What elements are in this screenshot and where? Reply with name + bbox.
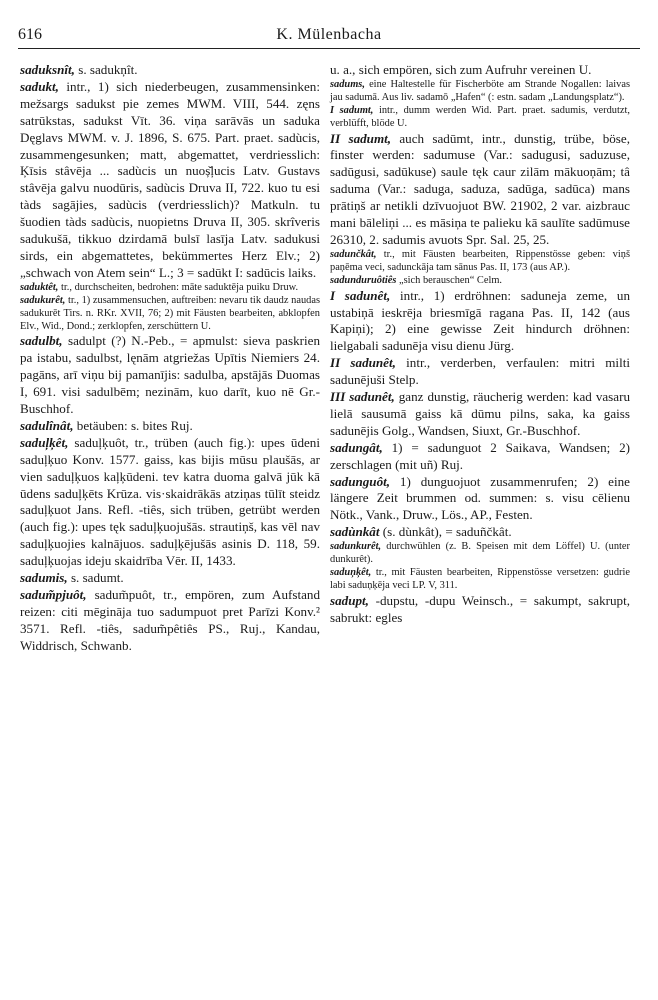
entry-headword: sadums, bbox=[330, 78, 365, 90]
entry-text: -dupstu, -dupu Weinsch., = sakumpt, sakrupt, sabrukt: egles bbox=[330, 592, 630, 625]
entry-text: „sich berauschen“ Celm. bbox=[396, 274, 503, 286]
entry-headword: II sadunêt, bbox=[330, 355, 396, 371]
dictionary-entry bbox=[330, 131, 630, 249]
dictionary-entry bbox=[20, 282, 320, 295]
entry-headword: II sadumt, bbox=[330, 130, 392, 146]
dictionary-entry bbox=[20, 79, 320, 282]
dictionary-entry bbox=[20, 62, 320, 79]
entry-headword: sadunčkât, bbox=[330, 248, 377, 260]
entry-text: eine Haltestelle für Fischerböte am Strande Nogallen: laivas jau sadumā. Aus liv. sadamō „Hafen“ (: estn. sadam „Landungsplatz“). bbox=[330, 78, 630, 103]
entry-headword: sadulbt, bbox=[20, 333, 63, 349]
entry-text: s. sadumt. bbox=[67, 570, 124, 586]
dictionary-entry bbox=[330, 440, 630, 474]
entry-text: tr., mit Fäusten bearbeiten, Rippenstösse geben: viņš paņēma veci, sadunckāja tam sānus Pas. II, 173 (aus AP.). bbox=[330, 248, 630, 273]
dictionary-entry bbox=[20, 333, 320, 418]
running-title: K. Mülenbacha bbox=[276, 26, 382, 43]
entry-headword: sadum̃pjuôt, bbox=[20, 587, 87, 602]
entry-headword: I sadunêt, bbox=[330, 287, 391, 303]
dictionary-entry bbox=[330, 541, 630, 567]
page-header bbox=[18, 26, 640, 46]
entry-text: s. sadukņît. bbox=[74, 62, 138, 77]
entry-headword: sadunkurêt, bbox=[330, 541, 382, 553]
left-column bbox=[20, 62, 320, 655]
dictionary-entry bbox=[330, 249, 630, 275]
page-number: 616 bbox=[18, 26, 42, 43]
entry-headword: III sadunêt, bbox=[330, 389, 395, 405]
dictionary-entry bbox=[20, 587, 320, 655]
entry-text: 1) dunguojuot zusammenrufen; 2) eine längere Zeit brummen od. summen: s. visu cēlienu Nötk., Vank., Druw., Lös., AP., Festen. bbox=[330, 473, 630, 523]
dictionary-entry bbox=[330, 474, 630, 525]
dictionary-entry bbox=[330, 275, 630, 288]
entry-headword: sadunguôt, bbox=[330, 473, 391, 489]
entry-text: ganz dunstig, räucherig werden: kad vasaru lielā sausumā gaiss kā dūmu pilns, saka, ka gaiss sadunējis Golg., Wandsen, Siuxt, Gr.-Buschhof. bbox=[330, 389, 630, 438]
entry-headword: sadulînât, bbox=[20, 417, 74, 433]
dictionary-entry bbox=[20, 570, 320, 587]
header-rule bbox=[18, 48, 640, 49]
dictionary-entry bbox=[330, 62, 630, 79]
entry-text: tr., 1) zusammensuchen, auftreiben: nevaru tik daudz naudas sadukurēt Tirs. n. RKr. XVII, 76; 2) mit Fäusten bearbeiten, abklopfen Elv., Wid., Dond.; zerklopfen, zerschüttern U. bbox=[20, 294, 320, 332]
entry-headword: saduksnît, bbox=[20, 62, 75, 77]
entry-text: intr., dumm werden Wid. Part. praet. sadumis, verdutzt, verblüfft, blöde U. bbox=[330, 104, 630, 129]
entry-text: saduļķuôt, tr., trüben (auch fig.): upes ūdeni saduļķuo Konv. 1577. gaiss, kas bijis mūsu plaušās, ar vien saduļķuos kaļķūdeni. tev katra duoma galvā jūk kā ūdens saduļķēts Krūza. vis·skaidrākās atziņas tūlīt steidz saduļķuot Jans. Refl. -tiês, sich trüben, getrübt werden (auch fig.): upes tęk saduļķuojušās. strautiņš, kas vēl nav saduļķuojies kalnājuos. saduļķējušās asinis D. 118, 59. saduļķuojas ideju skaidrība Vēr. II, 1433. bbox=[20, 434, 320, 569]
dictionary-entry bbox=[330, 593, 630, 627]
dictionary-entry bbox=[330, 288, 630, 356]
entry-text: sadulpt (?) N.-Peb., = apmulst: sieva paskrien pa istabu, sadulbst, lęnām atgriežas Upītis Niemiers 24. pagāns, arī viņu bij pamanījis: sadulba, apstājās Duomas I, 691. visi sadulbēm; nezinām, kuo darīt, kuo nē Gr.-Buschhof. bbox=[20, 333, 320, 417]
dictionary-entry bbox=[330, 79, 630, 105]
entry-headword: sadùnkât bbox=[330, 524, 380, 540]
entry-headword: saduņķêt, bbox=[330, 567, 372, 578]
entry-text: betäuben: s. bites Ruj. bbox=[73, 417, 193, 433]
entry-text: 1) = sadunguot 2 Saikava, Wandsen; 2) zerschlagen (mit uñ) Ruj. bbox=[330, 439, 630, 472]
entry-text: tr., mit Fäusten bearbeiten, Rippenstösse versetzen: gudrie labi saduņķēja veci LP. V, 311. bbox=[330, 567, 630, 591]
entry-text: intr., verderben, verfaulen: mitri milti sadunējuši Stelp. bbox=[330, 355, 630, 388]
dictionary-entry bbox=[330, 567, 630, 593]
entry-headword: sadukt, bbox=[20, 78, 59, 94]
right-column bbox=[330, 62, 630, 627]
entry-headword: sadunduruôtiês bbox=[330, 274, 397, 286]
entry-text: auch sadūmt, intr., dunstig, trübe, böse, finster werden: sadumuse (Var.: sadugusi, saduzuse, sadūgusi, sadūkuse) saule tęk caur zilām mākuoņām; tâ saduma (Var.: saduga, saduza, sadūga, sadūca) mans prātiņš ar netikli dzīvuojuot BW. 21902, 2 var. aizbrauc mani bāleliņi ... es māsiņa te palieku kā saulīte sadūmuse 26310, 2. sadumis avuots Spr. Sal. 25, 25. bbox=[330, 130, 630, 247]
dictionary-entry bbox=[330, 105, 630, 131]
entry-text: sadum̃puôt, tr., empören, zum Aufstand reizen: citi mēgināja tuo sadumpuot pret Parīzi Konv.² 3571. Refl. -tiês, sadum̃pêtiês PS., Ruj., Kandau, Widdrisch, Schwanb. bbox=[20, 587, 320, 653]
entry-headword: I sadumt, bbox=[330, 104, 374, 116]
entry-headword: sadukurêt, bbox=[20, 294, 66, 306]
entry-text: (s. dùnkât), = saduñčkât. bbox=[379, 524, 512, 540]
entry-text: u. a., sich empören, sich zum Aufruhr vereinen U. bbox=[330, 62, 592, 77]
entry-headword: sadupt, bbox=[330, 592, 369, 608]
dictionary-entry bbox=[20, 295, 320, 334]
dictionary-entry bbox=[20, 418, 320, 435]
entry-headword: saduļķêt, bbox=[20, 434, 69, 450]
entry-text: intr., 1) erdröhnen: saduneja zeme, un ustabiņā ieskrēja briesmīgā ragana Pas. II, 142 (aus Kapiņi); 2) eine gewisse Zeit hindurch dröhnen: lielgabali sadunēja visu dienu Jürg. bbox=[330, 287, 630, 354]
entry-text: tr., durchscheiten, bedrohen: māte saduktēja puiku Druw. bbox=[58, 281, 299, 293]
dictionary-entry bbox=[20, 435, 320, 570]
entry-text: durchwühlen (z. B. Speisen mit dem Löffel) U. (unter dunkurêt). bbox=[330, 541, 630, 566]
entry-text: intr., 1) sich niederbeugen, zusammensinken: mežsargs sadukst pie zemes MWM. VIII, 544. zęns satrūkstas, sadukst Vīt. 36. viņa sarāvās un saduka Dęglavs MWM. v. J. 1896, S. 675. Part. praet. sadùcis, zusammengesunken; matt, abgemattet, verdriesslich: Ķīsis stâvēja ... sadùcis un nuoș̌ļucis Latv. Gustavs stâvēja galvu nuodūris, sadùcis Druva II, 722. kuo tu esi tàds sagājies, sadùcis (verdriesslich)? Matkuln. tu šuodien tàds sadùcis, nuopietns Druva II, 305. skrîveris sadukušā, tikkuo dzirdamā bulsī lasīja Latv. sadukusi sirds, ein abgemattetes, bekümmertes Herz Elv.; 2) „schwach von Atem sein“ L.; 3 = sadūkt I: sadūcis laiks. bbox=[20, 78, 320, 280]
entry-headword: sadungât, bbox=[330, 439, 383, 455]
dictionary-entry bbox=[330, 389, 630, 440]
dictionary-entry bbox=[330, 355, 630, 389]
entry-headword: saduktêt, bbox=[20, 281, 59, 293]
dictionary-entry bbox=[330, 524, 630, 541]
entry-headword: sadumis, bbox=[20, 570, 68, 586]
